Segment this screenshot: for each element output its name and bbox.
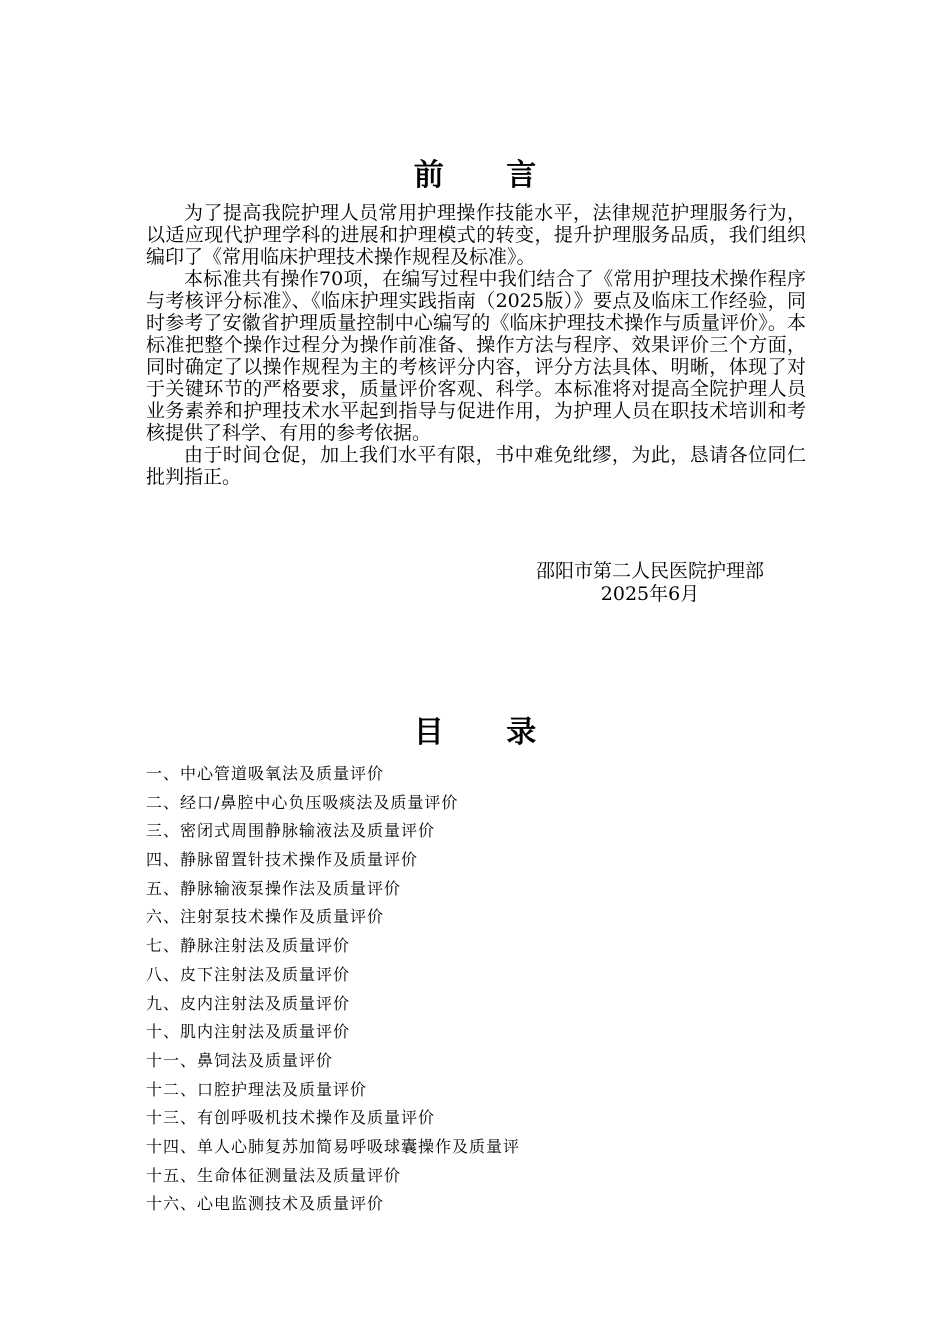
toc-item: 三、密闭式周围静脉输液法及质量评价 (146, 821, 436, 841)
toc-item: 七、静脉注射法及质量评价 (146, 936, 351, 956)
signature-block (500, 560, 800, 606)
table-of-contents (146, 760, 846, 1219)
signature-date: 2025年6月 (600, 583, 700, 605)
preface-body (146, 202, 806, 488)
toc-item: 一、中心管道吸氧法及质量评价 (146, 764, 385, 783)
toc-item: 十三、有创呼吸机技术操作及质量评价 (146, 1108, 436, 1128)
toc-item: 四、静脉留置针技术操作及质量评价 (146, 850, 419, 870)
toc-item: 九、皮内注射法及质量评价 (146, 993, 351, 1013)
toc-item: 十、肌内注射法及质量评价 (146, 1022, 351, 1042)
toc-title: 目 录 (413, 715, 563, 751)
toc-item: 五、静脉输液泵操作法及质量评价 (146, 878, 402, 898)
preface-paragraph: 为了提高我院护理人员常用护理操作技能水平，法律规范护理服务行为，以适应现代护理学科的进展和护理模式的转变，提升护理服务品质，我们组织编印了《常用临床护理技术操作规程及标准》。 (146, 202, 806, 268)
signature-organization: 邵阳市第二人民医院护理部 (535, 560, 764, 582)
preface-paragraph: 由于时间仓促，加上我们水平有限，书中难免纰缪，为此，恳请各位同仁批判指正。 (146, 444, 806, 488)
toc-item: 十五、生命体征测量法及质量评价 (146, 1165, 402, 1185)
toc-item: 十一、鼻饲法及质量评价 (146, 1050, 334, 1070)
toc-item: 八、皮下注射法及质量评价 (146, 964, 351, 984)
toc-item: 六、注射泵技术操作及质量评价 (146, 907, 385, 927)
toc-item: 十二、口腔护理法及质量评价 (146, 1079, 368, 1099)
preface-paragraph: 本标准共有操作70项，在编写过程中我们结合了《常用护理技术操作程序与考核评分标准》、《临床护理实践指南（2025版）》要点及临床工作经验，同时参考了安徽省护理质量控制中心编写的《临床护理技术操作与质量评价》。本标准把整个操作过程分为操作前准备、操作方法与程序、效果评价三个方面，同时确定了以操作规程为主的考核评分内容，评分方法具体、明晰，体现了对于关键环节的严格要求，质量评价客观、科学。本标准将对提高全院护理人员业务素养和护理技术水平起到指导与促进作用，为护理人员在职技术培训和考核提供了科学、有用的参考依据。 (146, 268, 806, 444)
toc-item: 二、经口/鼻腔中心负压吸痰法及质量评价 (146, 792, 459, 812)
preface-title: 前 言 (413, 158, 563, 194)
toc-item: 十四、单人心肺复苏加简易呼吸球囊操作及质量评 (146, 1136, 521, 1156)
toc-item: 十六、心电监测技术及质量评价 (146, 1194, 385, 1214)
